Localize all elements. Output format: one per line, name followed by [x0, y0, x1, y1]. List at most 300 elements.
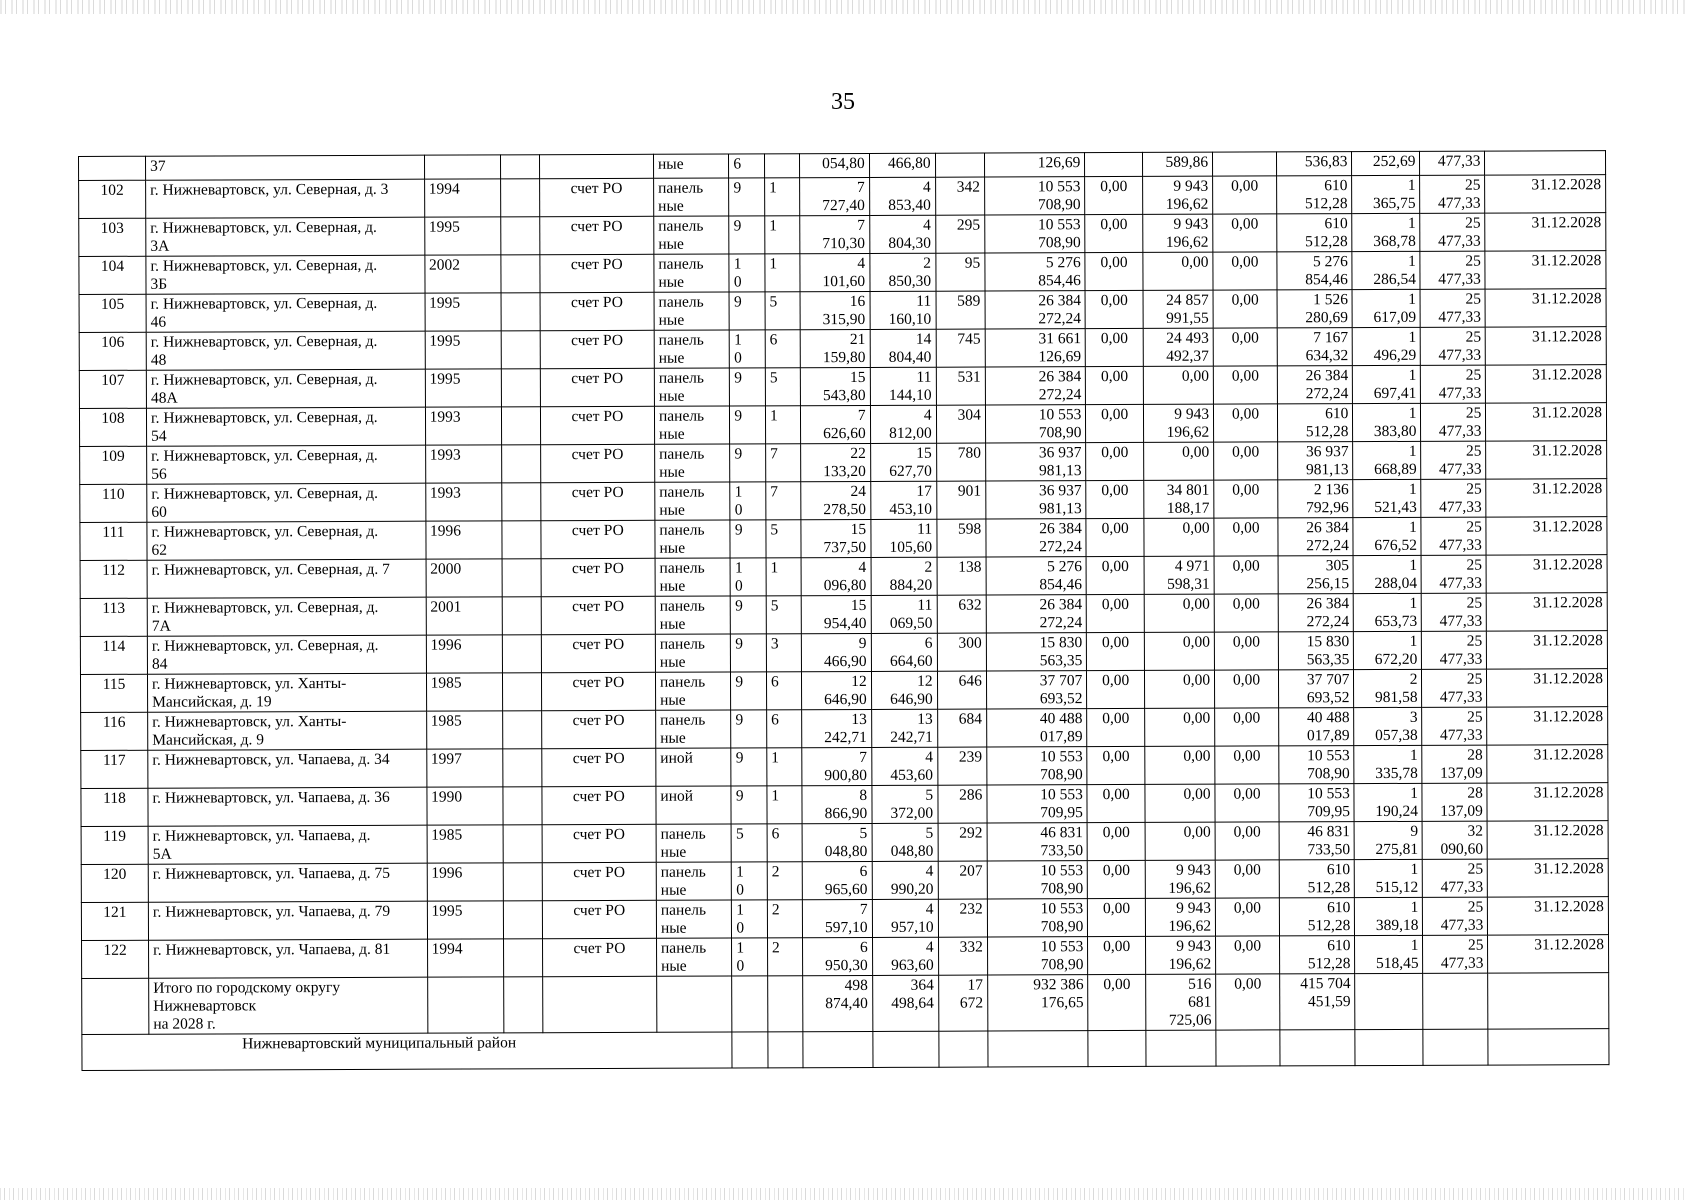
fund-cost: 0,00: [1088, 860, 1146, 898]
year-built: 1995: [425, 293, 502, 331]
blank: [503, 749, 542, 787]
address: г. Нижневартовск, ул. Чапаева, д. 36: [148, 787, 427, 826]
residents: 332: [938, 937, 987, 975]
limit-per-sqm: 25 477,33: [1420, 213, 1485, 251]
living-area: 4 453,60: [871, 747, 937, 785]
living-area: 4 990,20: [872, 861, 938, 899]
scan-bottom-edge: [0, 1188, 1686, 1200]
address: г. Нижневартовск, ул. Чапаева, д. 5А: [148, 825, 427, 864]
budget-cost: 0,00: [1213, 328, 1277, 366]
total-cost: 5 276 854,46: [985, 253, 1086, 291]
total-area: 6 950,30: [802, 937, 872, 975]
budget-cost: 0,00: [1213, 176, 1277, 214]
floors: 9: [730, 368, 766, 406]
limit-per-sqm: 25 477,33: [1423, 859, 1488, 897]
wall-material: панель ные: [655, 672, 731, 710]
table-row: [79, 365, 1606, 409]
total-area: 4 101,60: [799, 253, 869, 291]
total-area: 7 626,60: [800, 405, 870, 443]
remaining-cost: 10 553 708,90: [1279, 746, 1355, 784]
address: г. Нижневартовск, ул. Ханты- Мансийская, д. 9: [148, 711, 427, 750]
fund-cost: 0,00: [1085, 176, 1143, 214]
living-area: 14 804,40: [870, 329, 936, 367]
residents: 632: [937, 595, 986, 633]
entrances: 1: [765, 178, 800, 216]
cost-per-sqm: 1 653,73: [1354, 593, 1422, 631]
table-row: [79, 175, 1606, 219]
residents: 295: [935, 215, 984, 253]
budget-cost: 0,00: [1213, 252, 1277, 290]
cost-per-sqm: 1 190,24: [1354, 783, 1422, 821]
owners-cost: 0,00: [1144, 518, 1214, 556]
table-row: [81, 707, 1608, 751]
blank: [501, 369, 540, 407]
wall-material: панель ные: [655, 558, 731, 596]
owners-cost: 0,00: [1144, 670, 1214, 708]
row-number: [82, 978, 149, 1034]
floors: 1 0: [730, 330, 766, 368]
cost-per-sqm: 2 981,58: [1354, 669, 1422, 707]
deadline: [1485, 151, 1606, 175]
funding-source: счет РО: [542, 938, 656, 976]
remaining-cost: 610 512,28: [1280, 936, 1356, 974]
limit-per-sqm: 32 090,60: [1423, 821, 1488, 859]
owners-cost: 0,00: [1144, 632, 1214, 670]
budget-cost: 0,00: [1214, 594, 1278, 632]
blank: [501, 255, 540, 293]
fund-cost: 0,00: [1086, 404, 1144, 442]
fund-cost: 0,00: [1085, 290, 1143, 328]
owners-cost: 0,00: [1145, 746, 1215, 784]
entrances: 3: [766, 634, 801, 672]
remaining-cost: 7 167 634,32: [1277, 328, 1353, 366]
table-row: [80, 479, 1607, 523]
cost-per-sqm: 9 275,81: [1354, 821, 1422, 859]
year-built: 1993: [425, 483, 502, 521]
entrances: 1: [767, 786, 802, 824]
limit-per-sqm: 25 477,33: [1423, 935, 1488, 973]
remaining-cost: 610 512,28: [1277, 176, 1353, 214]
residents: 780: [936, 443, 985, 481]
fund-cost: 0,00: [1086, 442, 1144, 480]
floors: [732, 976, 768, 1032]
row-number: 108: [79, 408, 146, 446]
cost-per-sqm: 1 676,52: [1353, 517, 1421, 555]
deadline: [1488, 973, 1609, 1029]
deadline: 31.12.2028: [1486, 441, 1607, 479]
floors: 5: [731, 824, 767, 862]
wall-material: панель ные: [654, 330, 730, 368]
remaining-cost: 46 831 733,50: [1279, 822, 1355, 860]
fund-cost: 0,00: [1087, 822, 1145, 860]
total-area: 21 159,80: [800, 329, 870, 367]
budget-cost: 0,00: [1214, 518, 1278, 556]
funding-source: счет РО: [540, 406, 654, 444]
fund-cost: 0,00: [1088, 974, 1146, 1030]
remaining-cost: 2 136 792,96: [1278, 480, 1354, 518]
wall-material: панель ные: [656, 938, 732, 976]
cost-per-sqm: 1 521,43: [1353, 479, 1421, 517]
deadline: 31.12.2028: [1487, 745, 1608, 783]
deadline: 31.12.2028: [1485, 251, 1606, 289]
living-area: 4 963,60: [872, 937, 938, 975]
entrances: [768, 976, 803, 1032]
address: г. Нижневартовск, ул. Северная, д. 46: [146, 293, 425, 332]
residents: 304: [936, 405, 985, 443]
budget-cost: [1213, 152, 1277, 176]
owners-cost: 589,86: [1142, 152, 1212, 176]
deadline: 31.12.2028: [1487, 783, 1608, 821]
total-area: 6 965,60: [802, 861, 872, 899]
address: г. Нижневартовск, ул. Чапаева, д. 79: [148, 901, 427, 940]
year-built: 2000: [426, 559, 503, 597]
total-cost: 5 276 854,46: [986, 557, 1087, 595]
empty-cell: [1146, 1030, 1216, 1066]
owners-cost: 9 943 196,62: [1145, 898, 1215, 936]
empty-cell: [1488, 1029, 1609, 1065]
funding-source: счет РО: [541, 558, 655, 596]
repair-program-table: [78, 150, 1610, 1071]
total-area: 16 315,90: [800, 291, 870, 329]
funding-source: счет РО: [541, 482, 655, 520]
row-number: 109: [80, 446, 147, 484]
limit-per-sqm: 25 477,33: [1421, 365, 1486, 403]
cost-per-sqm: 1 286,54: [1352, 251, 1420, 289]
year-built: 1993: [425, 407, 502, 445]
living-area: 13 242,71: [871, 709, 937, 747]
owners-cost: 0,00: [1145, 708, 1215, 746]
cost-per-sqm: [1355, 973, 1423, 1029]
residents: 292: [938, 823, 987, 861]
wall-material: панель ные: [656, 862, 732, 900]
budget-cost: 0,00: [1215, 708, 1279, 746]
budget-cost: 0,00: [1216, 936, 1280, 974]
blank: [502, 445, 541, 483]
table-row: [81, 821, 1608, 865]
funding-source: счет РО: [541, 520, 655, 558]
residents: 684: [937, 709, 986, 747]
cost-per-sqm: 1 288,04: [1353, 555, 1421, 593]
limit-per-sqm: 25 477,33: [1421, 479, 1486, 517]
total-area: 22 133,20: [800, 443, 870, 481]
limit-per-sqm: 25 477,33: [1421, 403, 1486, 441]
entrances: 1: [765, 254, 800, 292]
remaining-cost: 415 704 451,59: [1280, 974, 1356, 1030]
year-built: 1996: [426, 635, 503, 673]
row-number: 121: [81, 902, 148, 940]
owners-cost: 9 943 196,62: [1145, 936, 1215, 974]
remaining-cost: 37 707 693,52: [1278, 670, 1354, 708]
remaining-cost: 610 512,28: [1279, 898, 1355, 936]
owners-cost: 0,00: [1145, 822, 1215, 860]
page-number: 35: [831, 89, 855, 115]
floors: 1 0: [730, 558, 766, 596]
deadline: 31.12.2028: [1485, 289, 1606, 327]
total-cost: 36 937 981,13: [986, 481, 1087, 519]
empty-cell: [1423, 1029, 1488, 1065]
deadline: 31.12.2028: [1488, 897, 1609, 935]
total-area: 7 710,30: [799, 215, 869, 253]
living-area: 466,80: [869, 153, 935, 177]
cost-per-sqm: 1 335,78: [1354, 745, 1422, 783]
total-cost: 10 553 708,90: [984, 177, 1085, 215]
blank: [502, 635, 541, 673]
funding-source: счет РО: [541, 596, 655, 634]
deadline: 31.12.2028: [1486, 479, 1607, 517]
budget-cost: 0,00: [1215, 860, 1279, 898]
entrances: 5: [766, 520, 801, 558]
empty-cell: [1355, 1029, 1423, 1065]
wall-material: панель ные: [655, 520, 731, 558]
address: г. Нижневартовск, ул. Северная, д. 60: [147, 483, 426, 522]
entrances: 2: [767, 862, 802, 900]
row-number: 102: [79, 180, 146, 218]
floors: 9: [730, 406, 766, 444]
wall-material: ные: [653, 154, 728, 178]
living-area: 2 850,30: [870, 253, 936, 291]
floors: 9: [729, 178, 765, 216]
funding-source: счет РО: [541, 634, 655, 672]
address: г. Нижневартовск, ул. Северная, д. 7: [147, 559, 426, 598]
total-area: 498 874,40: [802, 975, 872, 1031]
total-area: 9 466,90: [801, 633, 871, 671]
blank: [501, 293, 540, 331]
table-row: [79, 213, 1606, 257]
fund-cost: 0,00: [1088, 936, 1146, 974]
cost-per-sqm: 252,69: [1352, 151, 1420, 175]
owners-cost: 9 943 196,62: [1143, 214, 1213, 252]
cost-per-sqm: 3 057,38: [1354, 707, 1422, 745]
region-header-row: [82, 1029, 1609, 1071]
table-row: [80, 669, 1607, 713]
year-built: 2001: [426, 597, 503, 635]
fund-cost: 0,00: [1088, 898, 1146, 936]
cost-per-sqm: 1 389,18: [1355, 897, 1423, 935]
address: г. Нижневартовск, ул. Ханты- Мансийская, д. 19: [148, 673, 427, 712]
total-area: 12 646,90: [801, 671, 871, 709]
total-cost: 37 707 693,52: [986, 671, 1087, 709]
total-area: 054,80: [799, 153, 869, 177]
budget-cost: 0,00: [1215, 822, 1279, 860]
limit-per-sqm: 25 477,33: [1423, 897, 1488, 935]
total-cost: 26 384 272,24: [985, 291, 1086, 329]
residents: 138: [937, 557, 986, 595]
entrances: 5: [765, 368, 800, 406]
funding-source: счет РО: [542, 900, 656, 938]
living-area: 4 853,40: [869, 177, 935, 215]
wall-material: иной: [656, 748, 732, 786]
wall-material: панель ные: [655, 596, 731, 634]
row-number: 110: [80, 484, 147, 522]
row-number: 104: [79, 256, 146, 294]
floors: 9: [731, 634, 767, 672]
entrances: 6: [765, 330, 800, 368]
fund-cost: 0,00: [1086, 480, 1144, 518]
year-built: 1995: [427, 901, 504, 939]
remaining-cost: 610 512,28: [1279, 860, 1355, 898]
total-cost: 10 553 708,90: [985, 215, 1086, 253]
total-cost: 10 553 708,90: [987, 937, 1088, 975]
blank: [503, 711, 542, 749]
floors: 1 0: [729, 254, 765, 292]
year-built: 1994: [424, 179, 501, 217]
entrances: 6: [767, 710, 802, 748]
budget-cost: 0,00: [1214, 556, 1278, 594]
floors: 9: [731, 786, 767, 824]
living-area: 4 812,00: [870, 405, 936, 443]
year-built: 1985: [426, 711, 503, 749]
total-area: 4 096,80: [801, 557, 871, 595]
budget-cost: 0,00: [1216, 974, 1280, 1030]
owners-cost: 0,00: [1144, 594, 1214, 632]
limit-per-sqm: 25 477,33: [1421, 517, 1486, 555]
living-area: 11 069,50: [871, 595, 937, 633]
owners-cost: 516 681 725,06: [1146, 974, 1216, 1030]
row-number: 119: [81, 826, 148, 864]
owners-cost: 0,00: [1143, 366, 1213, 404]
residents: 17 672: [938, 975, 987, 1031]
floors: 1 0: [732, 900, 768, 938]
table-row: [81, 783, 1608, 827]
address: Итого по городскому округу Нижневартовск на 2028 г.: [149, 977, 428, 1034]
address: г. Нижневартовск, ул. Северная, д. 62: [147, 521, 426, 560]
table-row: [80, 593, 1607, 637]
year-built: 1990: [427, 787, 504, 825]
floors: 1 0: [732, 862, 768, 900]
deadline: 31.12.2028: [1486, 517, 1607, 555]
wall-material: панель ные: [655, 444, 731, 482]
address: г. Нижневартовск, ул. Северная, д. 84: [147, 635, 426, 674]
funding-source: счет РО: [542, 786, 656, 824]
blank: [504, 977, 543, 1033]
living-area: 11 144,10: [870, 367, 936, 405]
remaining-cost: 26 384 272,24: [1278, 594, 1354, 632]
limit-per-sqm: [1423, 973, 1488, 1029]
funding-source: счет РО: [540, 368, 654, 406]
wall-material: панель ные: [656, 710, 732, 748]
total-area: 15 737,50: [800, 519, 870, 557]
year-built: 1996: [427, 863, 504, 901]
limit-per-sqm: 25 477,33: [1422, 593, 1487, 631]
living-area: 11 105,60: [871, 519, 937, 557]
limit-per-sqm: 28 137,09: [1422, 783, 1487, 821]
year-built: 1995: [425, 369, 502, 407]
total-area: 24 278,50: [800, 481, 870, 519]
entrances: 7: [766, 444, 801, 482]
living-area: 6 664,60: [871, 633, 937, 671]
funding-source: [539, 154, 653, 178]
floors: 9: [731, 596, 767, 634]
owners-cost: 4 971 598,31: [1144, 556, 1214, 594]
deadline: 31.12.2028: [1487, 593, 1608, 631]
limit-per-sqm: 25 477,33: [1422, 555, 1487, 593]
funding-source: счет РО: [540, 292, 654, 330]
total-cost: 10 553 708,90: [987, 899, 1088, 937]
year-built: 1995: [424, 217, 501, 255]
residents: 286: [938, 785, 987, 823]
total-area: 7 900,80: [801, 747, 871, 785]
blank: [502, 597, 541, 635]
year-built: [424, 155, 501, 179]
funding-source: счет РО: [542, 824, 656, 862]
entrances: 5: [765, 292, 800, 330]
wall-material: панель ные: [654, 216, 730, 254]
cost-per-sqm: 1 365,75: [1352, 175, 1420, 213]
deadline: 31.12.2028: [1487, 631, 1608, 669]
address: г. Нижневартовск, ул. Северная, д. 48А: [146, 369, 425, 408]
wall-material: панель ные: [656, 900, 732, 938]
funding-source: [542, 976, 656, 1032]
empty-cell: [1088, 1030, 1146, 1066]
living-area: 11 160,10: [870, 291, 936, 329]
address: г. Нижневартовск, ул. Северная, д. 54: [146, 407, 425, 446]
owners-cost: 34 801 188,17: [1144, 480, 1214, 518]
entrances: 1: [765, 216, 800, 254]
address: г. Нижневартовск, ул. Северная, д. 3А: [146, 217, 425, 256]
owners-cost: 0,00: [1143, 252, 1213, 290]
row-number: 120: [81, 864, 148, 902]
row-number: 103: [79, 218, 146, 256]
residents: 232: [938, 899, 987, 937]
total-cost: 26 384 272,24: [986, 595, 1087, 633]
blank: [503, 787, 542, 825]
budget-cost: 0,00: [1213, 366, 1277, 404]
year-built: 1985: [427, 825, 504, 863]
total-area: 7 597,10: [802, 899, 872, 937]
address: г. Нижневартовск, ул. Чапаева, д. 34: [148, 749, 427, 788]
fund-cost: 0,00: [1087, 632, 1145, 670]
deadline: 31.12.2028: [1486, 403, 1607, 441]
limit-per-sqm: 25 477,33: [1421, 327, 1486, 365]
entrances: 1: [766, 558, 801, 596]
fund-cost: 0,00: [1085, 252, 1143, 290]
entrances: 1: [767, 748, 802, 786]
fund-cost: 0,00: [1087, 708, 1145, 746]
wall-material: панель ные: [654, 292, 730, 330]
total-cost: 932 386 176,65: [987, 975, 1088, 1031]
fund-cost: 0,00: [1086, 328, 1144, 366]
total-area: 15 954,40: [801, 595, 871, 633]
funding-source: счет РО: [539, 178, 653, 216]
year-built: 1997: [426, 749, 503, 787]
cost-per-sqm: 1 515,12: [1355, 859, 1423, 897]
living-area: 5 372,00: [872, 785, 938, 823]
blank: [503, 901, 542, 939]
living-area: 17 453,10: [870, 481, 936, 519]
cost-per-sqm: 1 697,41: [1353, 365, 1421, 403]
blank: [503, 825, 542, 863]
address: г. Нижневартовск, ул. Северная, д. 48: [146, 331, 425, 370]
remaining-cost: 610 512,28: [1277, 214, 1353, 252]
living-area: 2 884,20: [871, 557, 937, 595]
blank: [501, 155, 540, 179]
floors: 1 0: [732, 938, 768, 976]
wall-material: иной: [656, 786, 732, 824]
living-area: 4 804,30: [869, 215, 935, 253]
deadline: 31.12.2028: [1488, 859, 1609, 897]
residents: 207: [938, 861, 987, 899]
owners-cost: 24 493 492,37: [1143, 328, 1213, 366]
table-row: [79, 403, 1606, 447]
limit-per-sqm: 28 137,09: [1422, 745, 1487, 783]
owners-cost: 9 943 196,62: [1145, 860, 1215, 898]
budget-cost: 0,00: [1214, 442, 1278, 480]
table-row: [79, 327, 1606, 371]
total-cost: 126,69: [984, 153, 1085, 177]
blank: [502, 559, 541, 597]
wall-material: панель ные: [654, 368, 730, 406]
year-built: 1996: [425, 521, 502, 559]
